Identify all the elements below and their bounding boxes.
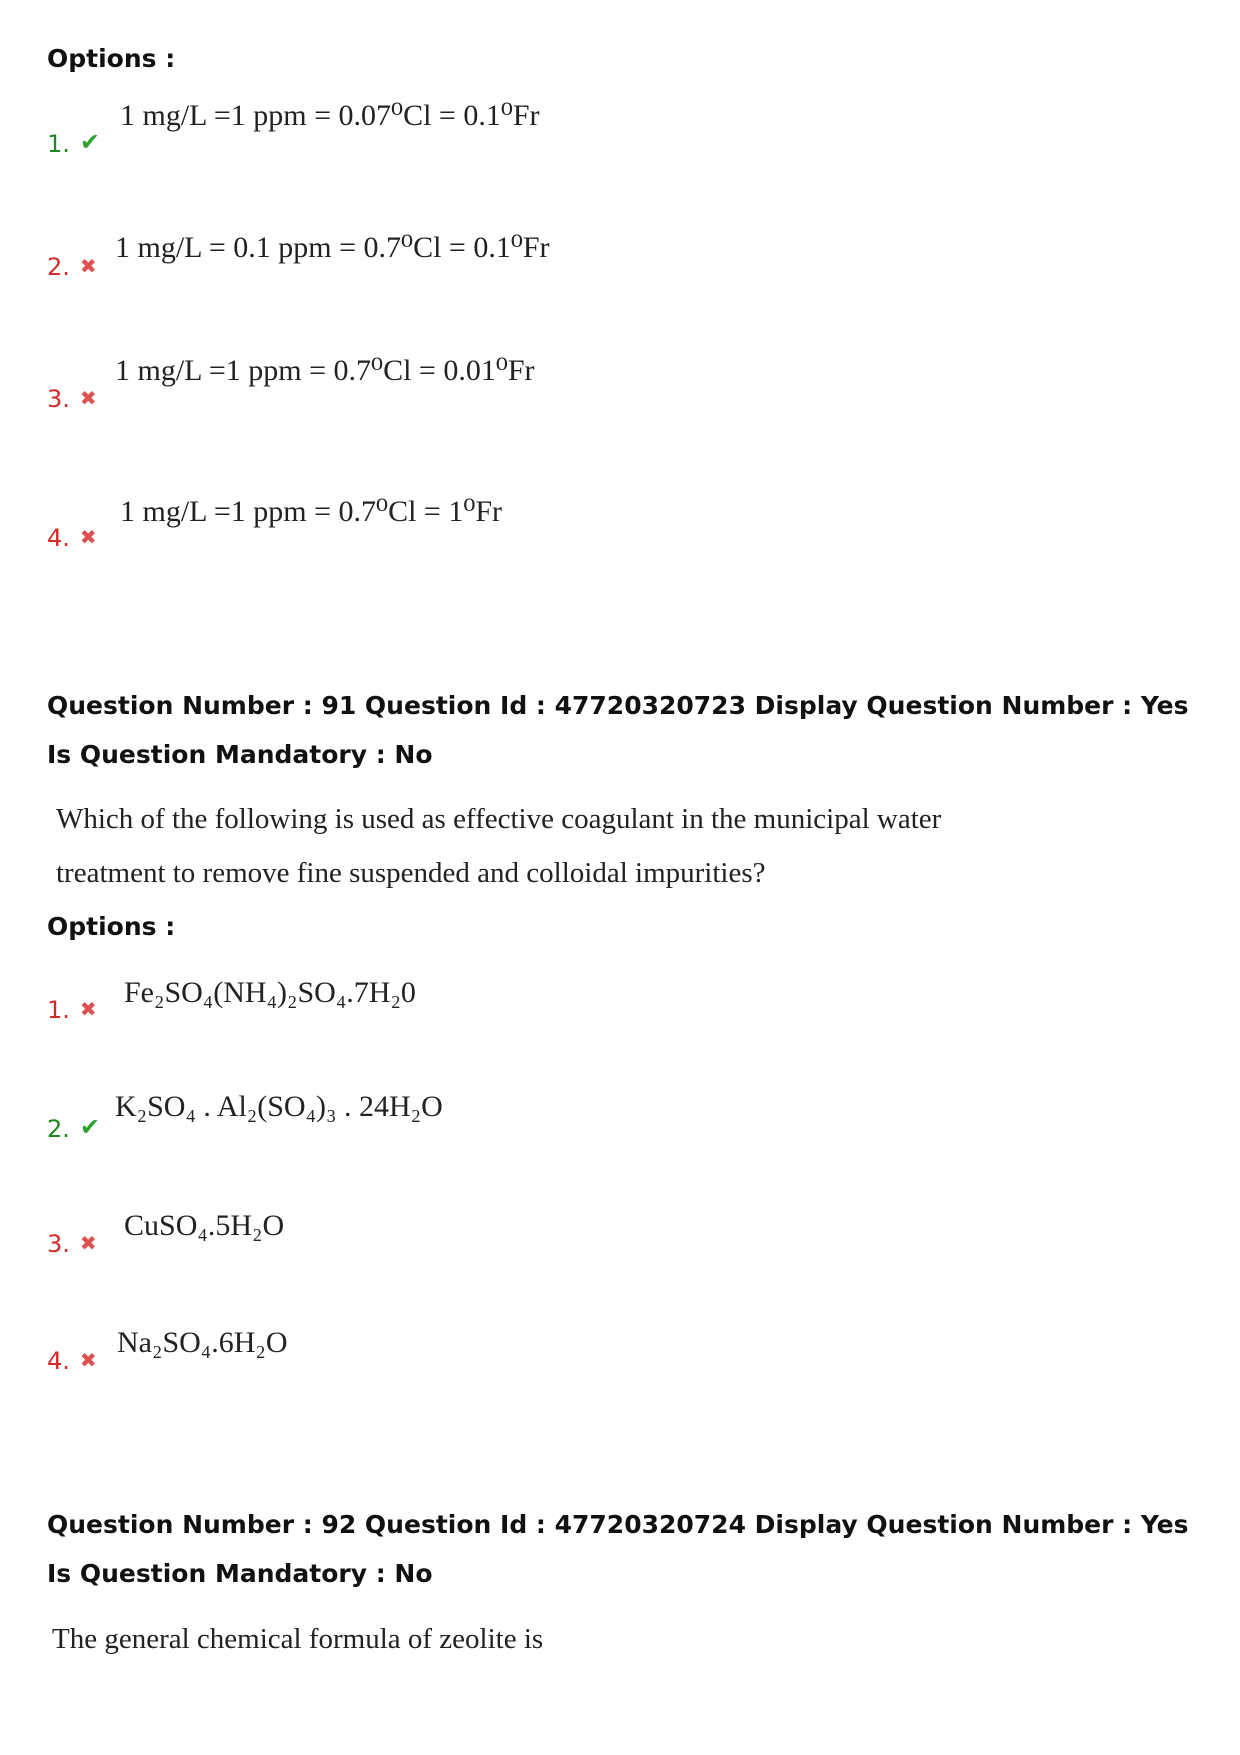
question-header-91: Question Number : 91 Question Id : 47720320723 Display Question Number : Yes Is Question Mandatory : No (47, 691, 1189, 769)
option-number-2: 2. ✖ (47, 253, 97, 281)
option-number-3: 3. ✖ (47, 1230, 97, 1258)
options-label: Options : (47, 912, 176, 941)
option-text-3: 1 mg/L =1 ppm = 0.7⁰Cl = 0.01⁰Fr (115, 354, 535, 387)
option-text-1: 1 mg/L =1 ppm = 0.07⁰Cl = 0.1⁰Fr (120, 99, 540, 132)
option-number-1: 1. ✔ (47, 128, 101, 158)
option-text-4: 1 mg/L =1 ppm = 0.7⁰Cl = 1⁰Fr (120, 495, 503, 528)
check-icon: ✔ (79, 128, 101, 156)
option-number-4: 4. ✖ (47, 1347, 97, 1375)
cross-icon: ✖ (79, 525, 97, 549)
cross-icon: ✖ (79, 254, 97, 278)
cross-icon: ✖ (79, 386, 97, 410)
cross-icon: ✖ (79, 997, 97, 1021)
options-label: Options : (47, 44, 176, 73)
question-text-91-line1: Which of the following is used as effective coagulant in the municipal water (56, 803, 942, 835)
question-text-92-line1: The general chemical formula of zeolite is (52, 1623, 544, 1655)
option-text-1: Fe₂SO₄(NH₄)₂SO₄.7H₂0 (124, 976, 416, 1009)
cross-icon: ✖ (79, 1348, 97, 1372)
option-number-2: 2. ✔ (47, 1113, 101, 1143)
option-text-2: K₂SO₄ . Al₂(SO₄)₃ . 24H₂O (115, 1090, 443, 1123)
option-text-3: CuSO₄.5H₂O (124, 1209, 285, 1242)
option-text-4: Na₂SO₄.6H₂O (117, 1326, 288, 1359)
option-text-2: 1 mg/L = 0.1 ppm = 0.7⁰Cl = 0.1⁰Fr (115, 231, 550, 264)
question-header-92: Question Number : 92 Question Id : 47720320724 Display Question Number : Yes Is Question Mandatory : No (47, 1510, 1189, 1588)
check-icon: ✔ (79, 1113, 101, 1141)
option-number-4: 4. ✖ (47, 524, 97, 552)
cross-icon: ✖ (79, 1231, 97, 1255)
option-number-1: 1. ✖ (47, 996, 97, 1024)
option-number-3: 3. ✖ (47, 385, 97, 413)
question-text-91-line2: treatment to remove fine suspended and colloidal impurities? (56, 857, 766, 889)
